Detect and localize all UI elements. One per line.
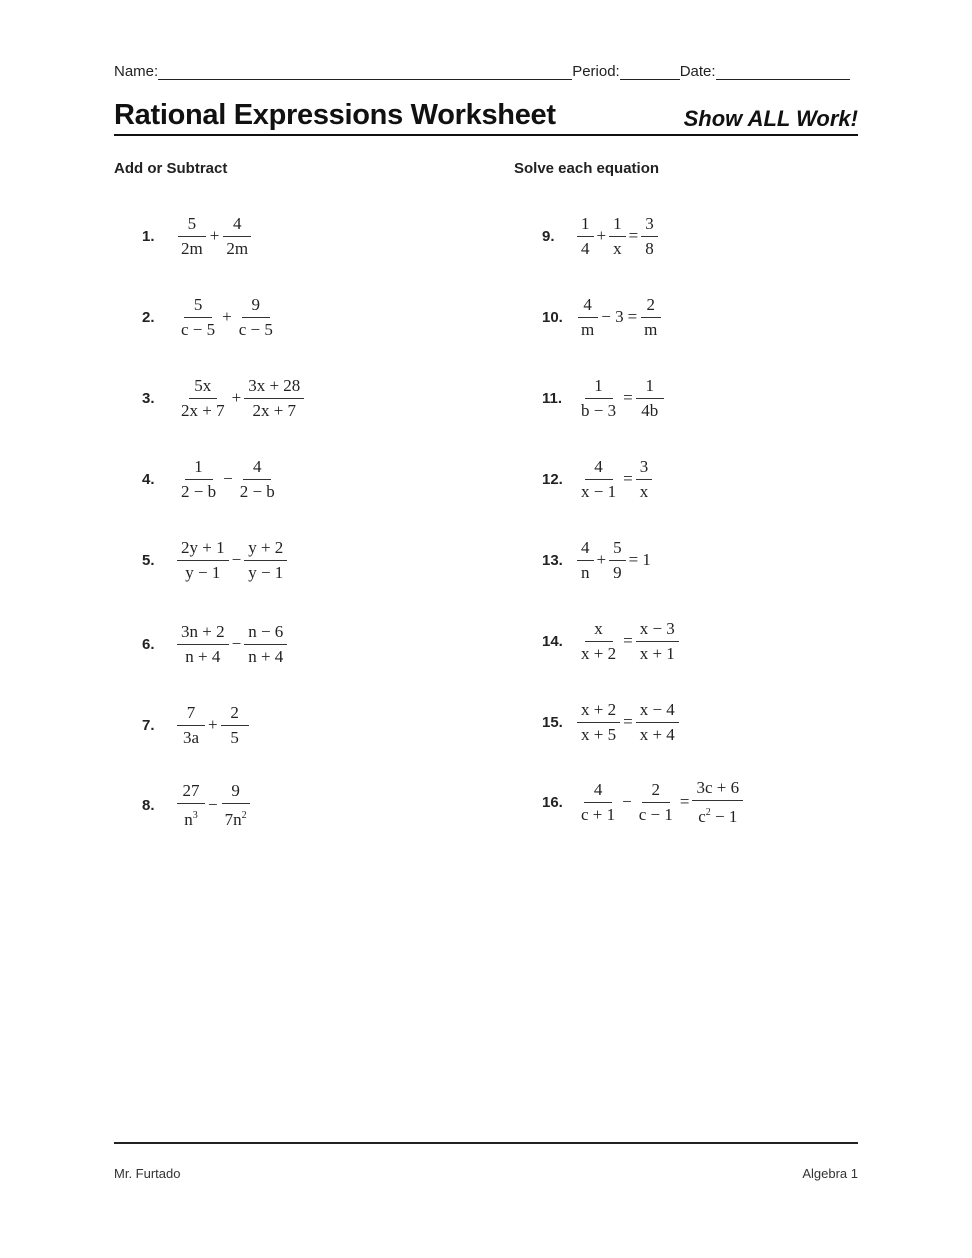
problem-number: 13.: [542, 551, 563, 569]
math-num: 4: [578, 295, 598, 318]
fraction: [577, 780, 619, 825]
equals-sign: = 1: [628, 550, 651, 569]
problem-number: 8.: [142, 796, 155, 814]
math-expr: [576, 376, 665, 421]
math-num: 27: [177, 781, 205, 804]
fraction: [177, 214, 207, 259]
math-num: x + 2: [577, 700, 620, 723]
period-label: Period:: [572, 63, 620, 80]
math-part: 2: [705, 806, 711, 818]
math-num: 3n + 2: [177, 622, 229, 645]
math-num: 2: [641, 295, 661, 318]
math-expr: [576, 457, 653, 502]
equals-sign: =: [679, 792, 690, 811]
fraction: [577, 214, 594, 259]
math-den: 2x + 7: [181, 400, 225, 420]
fraction: [236, 457, 279, 502]
footer-teacher: Mr. Furtado: [114, 1166, 181, 1181]
math-num: 1: [185, 457, 213, 480]
math-den: b − 3: [581, 400, 617, 420]
name-label: Name:: [114, 63, 159, 80]
fraction: [577, 619, 620, 664]
problem-number: 2.: [142, 308, 155, 326]
fraction: [636, 619, 679, 664]
math-expr: [576, 619, 680, 664]
student-info-line: [114, 58, 858, 80]
fraction: [244, 538, 287, 583]
problem-number: 9.: [542, 227, 555, 245]
math-expr: [576, 214, 659, 259]
problem-number: 14.: [542, 632, 563, 650]
math-part: 2: [241, 809, 247, 821]
math-num: 2y + 1: [177, 538, 229, 561]
math-den: x − 1: [581, 481, 617, 501]
math-den: $n^3$: [184, 809, 198, 829]
math-num: 4: [585, 457, 613, 480]
math-den: 2x + 7: [252, 400, 297, 420]
math-den: 2 − b: [239, 481, 275, 501]
problem-12: [542, 451, 653, 507]
math-num: x − 4: [636, 700, 679, 723]
fraction: [641, 214, 658, 259]
math-expr: [176, 622, 288, 667]
problem-4: [142, 451, 280, 507]
operator: +: [222, 307, 232, 326]
math-num: 5: [609, 538, 626, 561]
fraction: [177, 703, 205, 748]
math-den: c − 5: [181, 319, 216, 339]
math-den: c − 1: [638, 804, 673, 824]
math-den: c + 1: [581, 804, 616, 824]
math-expr: [176, 457, 280, 502]
name-field[interactable]: [158, 64, 572, 80]
math-num: 5: [178, 214, 206, 237]
math-expr: [576, 295, 662, 340]
fraction: [221, 781, 251, 830]
math-den: $c^2 - 1$: [698, 806, 738, 826]
problem-16: [542, 774, 744, 830]
operator: −: [622, 792, 632, 811]
fraction: [177, 622, 229, 667]
math-den: x + 2: [581, 643, 617, 663]
fraction: [609, 538, 626, 583]
problem-number: 4.: [142, 470, 155, 488]
equals-sign: =: [623, 712, 633, 731]
math-expr: [176, 703, 250, 748]
fraction: [177, 376, 229, 421]
math-num: 2: [221, 703, 249, 726]
operator: −: [231, 634, 242, 653]
fraction: [244, 376, 304, 421]
math-num: 4: [223, 214, 251, 237]
math-num: x − 3: [636, 619, 679, 642]
fraction: [177, 457, 220, 502]
math-den: 4: [581, 238, 590, 258]
problem-number: 7.: [142, 716, 155, 734]
math-num: 1: [636, 376, 664, 399]
math-num: x: [585, 619, 613, 642]
fraction: [636, 700, 679, 745]
equals-sign: =: [623, 388, 633, 407]
section-heading-solve: Solve each equation: [514, 160, 660, 177]
math-num: 1: [609, 214, 626, 237]
problem-number: 11.: [542, 389, 563, 407]
problem-number: 6.: [142, 635, 155, 653]
math-den: 8: [645, 238, 654, 258]
math-den: y − 1: [248, 562, 284, 582]
math-num: 3: [636, 457, 653, 480]
fraction: [222, 214, 252, 259]
math-den: 9: [613, 562, 622, 582]
math-num: 5x: [189, 376, 217, 399]
fraction: [177, 781, 205, 830]
problem-7: [142, 697, 250, 753]
equals-sign: =: [628, 226, 639, 245]
math-den: x + 1: [639, 643, 675, 663]
math-num: 9: [242, 295, 270, 318]
page-title: Rational Expressions Worksheet: [114, 99, 556, 131]
fraction: [635, 780, 677, 825]
fraction: [177, 538, 229, 583]
fraction: [692, 778, 743, 827]
operator: −: [208, 795, 218, 814]
problem-number: 16.: [542, 793, 563, 811]
footer-course: Algebra 1: [802, 1166, 858, 1181]
math-num: 4: [577, 538, 594, 561]
math-expr: [576, 700, 680, 745]
fraction: [640, 295, 661, 340]
math-den: 2m: [181, 238, 203, 258]
fraction: [609, 214, 626, 259]
problem-number: 5.: [142, 551, 155, 569]
fraction: [577, 457, 620, 502]
math-den: 5: [230, 727, 239, 747]
math-den: x + 5: [581, 724, 617, 744]
problem-6: [142, 616, 288, 672]
math-den: n + 4: [248, 646, 284, 666]
math-den: $7n^2$: [224, 809, 247, 829]
math-den: x: [639, 481, 649, 501]
fraction: [577, 376, 620, 421]
operator: +: [231, 388, 242, 407]
problem-15: [542, 694, 680, 750]
problem-9: [542, 208, 659, 264]
math-den: c − 5: [238, 319, 273, 339]
fraction: [636, 376, 664, 421]
operator: −: [223, 469, 233, 488]
fraction: [235, 295, 277, 340]
operator: +: [209, 226, 220, 245]
operator: +: [208, 715, 218, 734]
fraction: [221, 703, 249, 748]
math-expr: [576, 538, 653, 583]
problem-14: [542, 613, 680, 669]
equals-sign: =: [623, 469, 633, 488]
fraction: [577, 538, 594, 583]
fraction: [636, 457, 653, 502]
math-num: 1: [585, 376, 613, 399]
fraction: [244, 622, 287, 667]
math-num: 7: [177, 703, 205, 726]
math-num: 5: [184, 295, 212, 318]
operator: +: [596, 226, 607, 245]
math-den: 2m: [226, 238, 249, 258]
problem-number: 1.: [142, 227, 155, 245]
equals-sign: =: [627, 307, 638, 326]
fraction: [177, 295, 219, 340]
period-field[interactable]: [620, 64, 680, 80]
math-den: m: [581, 319, 595, 339]
operator: − 3: [601, 307, 624, 326]
problem-10: [542, 289, 662, 345]
problem-2: [142, 289, 278, 345]
problem-1: [142, 208, 253, 264]
math-den: 3a: [182, 727, 200, 747]
problem-5: [142, 532, 288, 588]
section-heading-add-subtract: Add or Subtract: [114, 160, 228, 177]
footer-divider: [114, 1142, 858, 1144]
math-part: 3: [192, 809, 198, 821]
math-num: 9: [222, 781, 250, 804]
operator: +: [596, 550, 607, 569]
math-num: 4: [584, 780, 612, 803]
math-den: n + 4: [185, 646, 221, 666]
equals-sign: =: [623, 631, 633, 650]
math-expr: [176, 214, 253, 259]
math-expr: [176, 376, 305, 421]
problem-13: [542, 532, 653, 588]
fraction: [577, 700, 620, 745]
date-label: Date:: [679, 63, 716, 80]
date-field[interactable]: [716, 64, 850, 80]
problem-number: 3.: [142, 389, 155, 407]
math-den: n: [581, 562, 590, 582]
problem-3: [142, 370, 305, 426]
operator: −: [231, 550, 242, 569]
math-den: 4b: [641, 400, 659, 420]
math-num: n − 6: [244, 622, 287, 645]
math-num: 1: [577, 214, 594, 237]
math-num: 2: [642, 780, 670, 803]
math-expr: [176, 295, 278, 340]
math-den: x + 4: [639, 724, 675, 744]
math-den: 2 − b: [181, 481, 217, 501]
math-num: 4: [243, 457, 271, 480]
math-expr: [176, 781, 252, 830]
problem-11: [542, 370, 665, 426]
problem-8: [142, 777, 252, 833]
math-num: 3c + 6: [692, 778, 743, 801]
math-num: 3: [641, 214, 658, 237]
title-row: [114, 98, 858, 136]
instruction-show-work: Show ALL Work!: [683, 106, 858, 131]
math-den: m: [644, 319, 658, 339]
math-expr: [576, 778, 744, 827]
problem-number: 10.: [542, 308, 563, 326]
problem-number: 15.: [542, 713, 563, 731]
problem-number: 12.: [542, 470, 563, 488]
math-den: x: [613, 238, 622, 258]
fraction: [577, 295, 598, 340]
math-den: y − 1: [185, 562, 221, 582]
math-num: y + 2: [244, 538, 287, 561]
math-expr: [176, 538, 288, 583]
math-num: 3x + 28: [244, 376, 304, 399]
